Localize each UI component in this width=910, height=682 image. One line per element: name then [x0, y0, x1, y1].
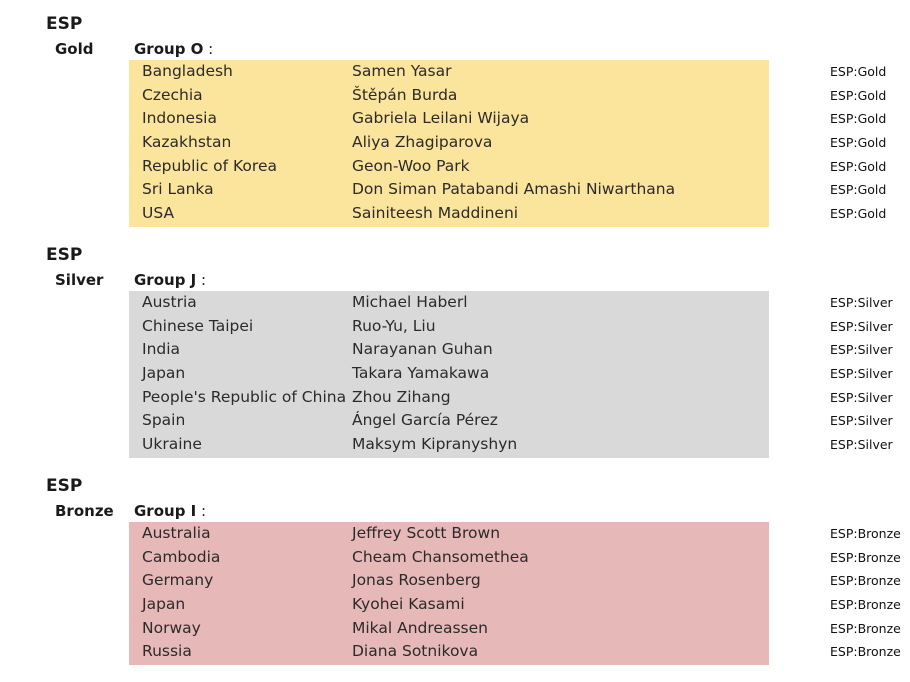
table-row — [129, 202, 887, 226]
country-cell: India — [142, 340, 181, 359]
name-cell: Geon-Woo Park — [352, 156, 470, 175]
results-band — [129, 522, 901, 664]
table-row — [129, 315, 893, 339]
section-label: ESP — [46, 245, 83, 265]
name-cell: Sainiteesh Maddineni — [352, 204, 519, 223]
country-cell: Norway — [142, 618, 201, 637]
award-code-cell: ESP:Silver — [830, 389, 893, 405]
table-row — [129, 131, 887, 155]
award-code-cell: ESP:Bronze — [830, 620, 901, 636]
name-cell: Samen Yasar — [352, 62, 452, 80]
name-cell: Kyohei Kasami — [352, 595, 465, 614]
table-row — [129, 593, 901, 617]
country-cell: Indonesia — [142, 109, 217, 128]
table-row — [129, 433, 893, 457]
country-cell: Japan — [142, 595, 186, 614]
award-code-cell: ESP:Silver — [830, 295, 893, 310]
group-heading — [134, 501, 206, 521]
country-cell: Bangladesh — [142, 62, 233, 80]
country-cell: Australia — [142, 524, 211, 542]
name-cell: Takara Yamakawa — [352, 364, 490, 383]
table-row — [129, 178, 887, 202]
award-code-cell: ESP:Gold — [830, 135, 887, 151]
name-cell: Aliya Zhagiparova — [352, 133, 493, 152]
table-row — [129, 386, 893, 410]
name-cell: Cheam Chansomethea — [352, 547, 529, 566]
country-cell: Czechia — [142, 85, 203, 104]
country-cell: Cambodia — [142, 547, 221, 566]
country-cell: Ukraine — [142, 435, 202, 454]
award-code-cell: ESP:Bronze — [830, 549, 901, 565]
country-cell: Germany — [142, 571, 214, 590]
section-label: ESP — [46, 476, 83, 496]
award-code-cell: ESP:Silver — [830, 318, 893, 334]
country-cell: Japan — [142, 364, 186, 383]
country-cell: Sri Lanka — [142, 180, 214, 199]
tier-label: Gold — [55, 40, 94, 58]
group-name: Group O — [134, 40, 204, 58]
award-code-cell: ESP:Gold — [830, 158, 887, 174]
tier-label: Silver — [55, 271, 104, 289]
table-row — [129, 155, 887, 179]
name-cell: Mikal Andreassen — [352, 618, 488, 637]
name-cell: Ángel García Pérez — [352, 411, 498, 430]
country-cell: People's Republic of China — [142, 387, 347, 406]
name-cell: Jeffrey Scott Brown — [352, 524, 501, 542]
name-cell: Gabriela Leilani Wijaya — [352, 109, 530, 128]
group-suffix: : — [196, 271, 207, 289]
name-cell: Diana Sotnikova — [352, 642, 479, 661]
name-cell: Ruo-Yu, Liu — [352, 316, 436, 335]
table-row — [129, 107, 887, 131]
table-row — [129, 291, 893, 315]
table-row — [129, 362, 893, 386]
award-code-cell: ESP:Gold — [830, 64, 887, 79]
table-row — [129, 409, 893, 433]
award-code-cell: ESP:Gold — [830, 87, 887, 103]
table-row — [129, 522, 901, 546]
award-code-cell: ESP:Gold — [830, 111, 887, 127]
tier-label: Bronze — [55, 502, 114, 520]
group-name: Group J — [134, 271, 197, 289]
results-band — [129, 60, 887, 226]
country-cell: USA — [142, 204, 175, 223]
table-row — [129, 546, 901, 570]
table-row — [129, 338, 893, 362]
award-code-cell: ESP:Bronze — [830, 644, 901, 660]
award-code-cell: ESP:Gold — [830, 206, 887, 222]
name-cell: Narayanan Guhan — [352, 340, 493, 359]
name-cell: Štěpán Burda — [352, 85, 458, 104]
award-code-cell: ESP:Silver — [830, 413, 893, 429]
country-cell: Republic of Korea — [142, 156, 277, 175]
award-code-cell: ESP:Silver — [830, 366, 893, 382]
award-code-cell: ESP:Bronze — [830, 597, 901, 613]
award-code-cell: ESP:Gold — [830, 182, 887, 198]
country-cell: Spain — [142, 411, 186, 430]
award-code-cell: ESP:Silver — [830, 437, 893, 453]
award-code-cell: ESP:Bronze — [830, 526, 901, 541]
name-cell: Michael Haberl — [352, 293, 468, 311]
award-code-cell: ESP:Bronze — [830, 573, 901, 589]
award-code-cell: ESP:Silver — [830, 342, 893, 358]
name-cell: Zhou Zihang — [352, 387, 451, 406]
table-row — [129, 617, 901, 641]
table-row — [129, 569, 901, 593]
results-band — [129, 291, 893, 457]
country-cell: Chinese Taipei — [142, 316, 254, 335]
name-cell: Maksym Kipranyshyn — [352, 435, 518, 454]
table-row — [129, 84, 887, 108]
country-cell: Kazakhstan — [142, 133, 232, 152]
group-suffix: : — [203, 40, 214, 58]
name-cell: Jonas Rosenberg — [352, 571, 481, 590]
table-row — [129, 640, 901, 664]
name-cell: Don Siman Patabandi Amashi Niwarthana — [352, 180, 676, 199]
group-heading — [134, 39, 213, 59]
country-cell: Russia — [142, 642, 192, 661]
section-label: ESP — [46, 14, 83, 34]
group-heading — [134, 270, 206, 290]
group-name: Group I — [134, 502, 197, 520]
country-cell: Austria — [142, 293, 197, 311]
table-row — [129, 60, 887, 84]
group-suffix: : — [196, 502, 207, 520]
